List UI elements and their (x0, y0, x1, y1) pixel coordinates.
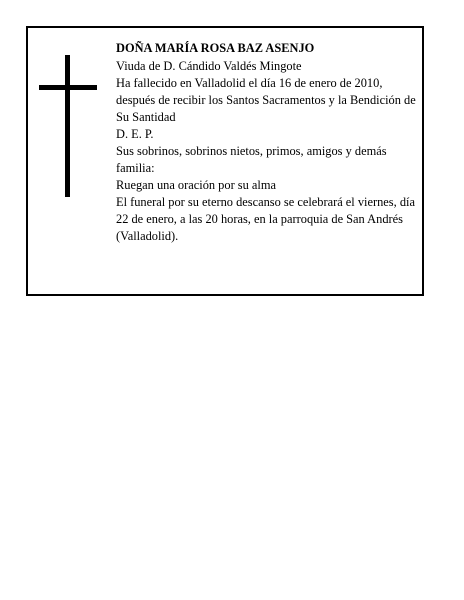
rip-line: D. E. P. (116, 127, 154, 141)
obituary-notice (26, 26, 424, 296)
prayer-request: Ruegan una oración por su alma (116, 178, 276, 192)
obituary-text (116, 40, 416, 245)
widow-line: Viuda de D. Cándido Valdés Mingote (116, 59, 302, 73)
cross-vertical-bar (65, 55, 70, 197)
funeral-details: El funeral por su eterno descanso se celebrará el viernes, día 22 de enero, a las 20 horas, en la parroquia de San Andrés (Valladolid). (116, 195, 415, 243)
death-announcement: Ha fallecido en Valladolid el día 16 de enero de 2010, después de recibir los Santos Sacramentos y la Bendición de Su Santidad (116, 76, 416, 124)
family-line: Sus sobrinos, sobrinos nietos, primos, amigos y demás familia: (116, 144, 387, 175)
cross-horizontal-bar (39, 85, 97, 90)
deceased-name: DOÑA MARÍA ROSA BAZ ASENJO (116, 41, 315, 55)
